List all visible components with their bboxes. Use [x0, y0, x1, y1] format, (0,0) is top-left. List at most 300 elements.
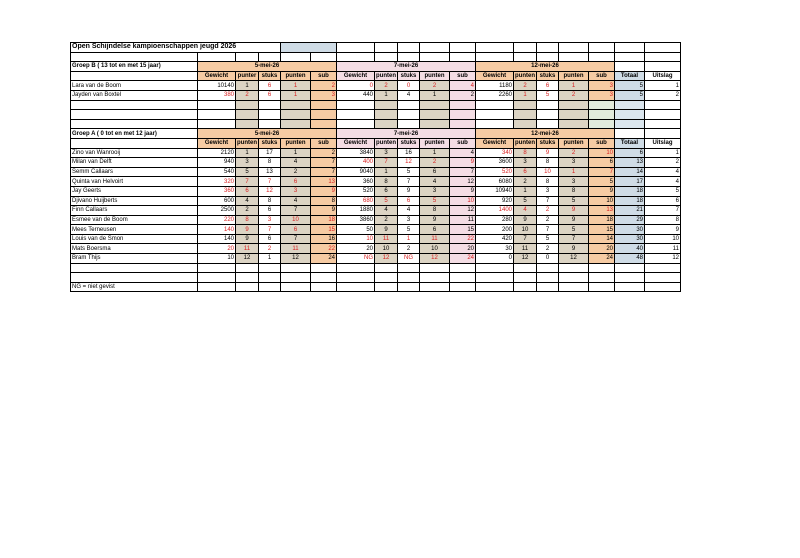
d2-gewicht[interactable]: 20	[337, 244, 375, 254]
empty-cell[interactable]	[398, 52, 420, 62]
date-header[interactable]: 7-mei-26	[337, 129, 476, 139]
empty-cell[interactable]	[450, 263, 476, 273]
d1-punten[interactable]: 7	[236, 177, 259, 187]
d3-sub[interactable]: 15	[589, 225, 615, 235]
col-sub[interactable]: sub	[589, 138, 615, 148]
d1-gewicht[interactable]: 20	[198, 244, 236, 254]
empty-cell[interactable]	[281, 273, 311, 283]
empty-cell[interactable]	[589, 119, 615, 129]
col-punten[interactable]: punten	[559, 71, 589, 81]
d2-stuks[interactable]: 7	[398, 177, 420, 187]
participant-name[interactable]: Quinta van Helvoirt	[71, 177, 198, 187]
uitslag-value[interactable]: 1	[645, 148, 681, 158]
d3-gewicht[interactable]: 1400	[476, 206, 514, 216]
empty-cell[interactable]	[537, 282, 559, 292]
empty-cell[interactable]	[589, 43, 615, 53]
empty-cell[interactable]	[450, 52, 476, 62]
d3-ppunten[interactable]: 5	[559, 225, 589, 235]
d3-punten[interactable]: 8	[514, 148, 537, 158]
d3-stuks[interactable]: 0	[537, 254, 559, 264]
d3-ppunten[interactable]: 9	[559, 206, 589, 216]
d1-stuks[interactable]: 13	[259, 167, 281, 177]
d2-stuks[interactable]: 2	[398, 244, 420, 254]
d1-gewicht[interactable]: 2500	[198, 206, 236, 216]
empty-cell[interactable]	[514, 52, 537, 62]
d2-gewicht[interactable]: 3860	[337, 215, 375, 225]
empty-cell[interactable]	[375, 52, 398, 62]
col-punten[interactable]: punten	[559, 138, 589, 148]
empty-cell[interactable]	[259, 282, 281, 292]
d3-gewicht[interactable]: 420	[476, 234, 514, 244]
empty-cell[interactable]	[514, 263, 537, 273]
d3-ppunten[interactable]: 1	[559, 81, 589, 91]
d3-ppunten[interactable]: 9	[559, 244, 589, 254]
d3-gewicht[interactable]: 920	[476, 196, 514, 206]
empty-cell[interactable]	[476, 100, 514, 110]
d1-ppunten[interactable]: 4	[281, 158, 311, 168]
d2-ppunten[interactable]: 4	[420, 177, 450, 187]
d2-punten[interactable]: 12	[375, 254, 398, 264]
d2-stuks[interactable]: 4	[398, 90, 420, 100]
d3-stuks[interactable]: 3	[537, 186, 559, 196]
empty-cell[interactable]	[514, 282, 537, 292]
empty-cell[interactable]	[420, 100, 450, 110]
empty-cell[interactable]	[259, 273, 281, 283]
d2-punten[interactable]: 6	[375, 186, 398, 196]
d2-ppunten[interactable]: 9	[420, 215, 450, 225]
empty-cell[interactable]	[450, 119, 476, 129]
d3-ppunten[interactable]: 3	[559, 177, 589, 187]
d2-ppunten[interactable]: 2	[420, 81, 450, 91]
empty-cell[interactable]	[450, 100, 476, 110]
empty-cell[interactable]	[645, 43, 681, 53]
d1-punten[interactable]: 8	[236, 215, 259, 225]
d3-sub[interactable]: 13	[589, 206, 615, 216]
d2-sub[interactable]: 7	[450, 167, 476, 177]
empty-cell[interactable]	[311, 282, 337, 292]
d3-sub[interactable]: 24	[589, 254, 615, 264]
d2-ppunten[interactable]: 6	[420, 167, 450, 177]
d1-sub[interactable]: 7	[311, 158, 337, 168]
d1-gewicht[interactable]: 10140	[198, 81, 236, 91]
d2-sub[interactable]: 9	[450, 158, 476, 168]
d2-gewicht[interactable]: 680	[337, 196, 375, 206]
totaal-value[interactable]: 14	[615, 167, 645, 177]
empty-cell[interactable]	[71, 138, 198, 148]
d2-sub[interactable]: 12	[450, 206, 476, 216]
d1-ppunten[interactable]: 12	[281, 254, 311, 264]
col-punten[interactable]: punten	[515, 140, 535, 147]
d1-gewicht[interactable]: 540	[198, 167, 236, 177]
totaal-value[interactable]: 29	[615, 215, 645, 225]
d1-sub[interactable]: 3	[311, 90, 337, 100]
empty-cell[interactable]	[615, 129, 645, 139]
d3-punten[interactable]: 11	[514, 244, 537, 254]
d3-gewicht[interactable]: 1180	[476, 81, 514, 91]
d1-sub[interactable]: 22	[311, 244, 337, 254]
participant-name[interactable]: Jay Geerts	[71, 186, 198, 196]
empty-cell[interactable]	[398, 110, 420, 120]
empty-cell[interactable]	[311, 273, 337, 283]
d1-gewicht[interactable]: 10	[198, 254, 236, 264]
col-punten[interactable]: punten	[237, 140, 257, 147]
empty-cell[interactable]	[259, 52, 281, 62]
empty-cell[interactable]	[398, 43, 420, 53]
d1-stuks[interactable]: 1	[259, 254, 281, 264]
col-sub[interactable]: sub	[450, 71, 476, 81]
d3-punten[interactable]: 2	[514, 81, 537, 91]
d3-sub[interactable]: 18	[589, 215, 615, 225]
d1-ppunten[interactable]: 7	[281, 206, 311, 216]
d2-gewicht[interactable]: 440	[337, 90, 375, 100]
d1-sub[interactable]: 24	[311, 254, 337, 264]
d1-ppunten[interactable]: 10	[281, 215, 311, 225]
empty-cell[interactable]	[259, 110, 281, 120]
d3-ppunten[interactable]: 2	[559, 90, 589, 100]
d1-sub[interactable]: 13	[311, 177, 337, 187]
d2-sub[interactable]: 10	[450, 196, 476, 206]
empty-cell[interactable]	[420, 43, 450, 53]
uitslag-value[interactable]: 6	[645, 196, 681, 206]
empty-cell[interactable]	[198, 100, 236, 110]
d3-ppunten[interactable]: 1	[559, 167, 589, 177]
date-header[interactable]: 7-mei-26	[337, 62, 476, 72]
empty-cell[interactable]	[537, 110, 559, 120]
empty-cell[interactable]	[375, 282, 398, 292]
col-gewicht[interactable]: Gewicht	[476, 71, 514, 81]
empty-cell[interactable]	[337, 263, 375, 273]
d2-sub[interactable]: 24	[450, 254, 476, 264]
d2-ppunten[interactable]: 10	[420, 244, 450, 254]
col-sub[interactable]: sub	[450, 138, 476, 148]
empty-cell[interactable]	[476, 263, 514, 273]
empty-cell[interactable]	[311, 263, 337, 273]
d3-stuks[interactable]: 5	[537, 234, 559, 244]
d3-ppunten[interactable]: 8	[559, 186, 589, 196]
d2-gewicht[interactable]: 1880	[337, 206, 375, 216]
empty-cell[interactable]	[259, 119, 281, 129]
empty-cell[interactable]	[514, 100, 537, 110]
empty-cell[interactable]	[198, 282, 236, 292]
empty-cell[interactable]	[398, 282, 420, 292]
d2-gewicht[interactable]: 3840	[337, 148, 375, 158]
empty-cell[interactable]	[645, 52, 681, 62]
empty-cell[interactable]	[559, 273, 589, 283]
d1-sub[interactable]: 16	[311, 234, 337, 244]
empty-cell[interactable]	[537, 52, 559, 62]
empty-cell[interactable]	[71, 110, 198, 120]
col-sub[interactable]: sub	[311, 138, 337, 148]
col-gewicht[interactable]: Gewicht	[198, 71, 236, 81]
d3-punten[interactable]: 4	[514, 206, 537, 216]
col-uitslag[interactable]: Uitslag	[645, 138, 681, 148]
empty-cell[interactable]	[476, 273, 514, 283]
empty-cell[interactable]	[337, 110, 375, 120]
footnote[interactable]: NG = niet gevist	[71, 282, 198, 292]
d2-stuks[interactable]: 12	[398, 158, 420, 168]
totaal-value[interactable]: 5	[615, 81, 645, 91]
d2-sub[interactable]: 2	[450, 90, 476, 100]
d3-sub[interactable]: 10	[589, 196, 615, 206]
empty-cell[interactable]	[337, 52, 375, 62]
empty-cell[interactable]	[420, 52, 450, 62]
d2-gewicht[interactable]: 0	[337, 81, 375, 91]
d2-punten[interactable]: 4	[375, 206, 398, 216]
empty-cell[interactable]	[420, 282, 450, 292]
col-stuks[interactable]: stuks	[398, 138, 420, 148]
d2-stuks[interactable]: 16	[398, 148, 420, 158]
d2-punten[interactable]: 9	[375, 225, 398, 235]
d3-sub[interactable]: 3	[589, 81, 615, 91]
empty-cell[interactable]	[645, 62, 681, 72]
d2-ppunten[interactable]: 6	[420, 225, 450, 235]
d2-gewicht[interactable]: NG	[337, 254, 375, 264]
empty-cell[interactable]	[514, 110, 537, 120]
d1-punten[interactable]: 5	[236, 167, 259, 177]
d1-punten[interactable]: 4	[236, 196, 259, 206]
d3-stuks[interactable]: 10	[537, 167, 559, 177]
empty-cell[interactable]	[559, 43, 589, 53]
d3-sub[interactable]: 14	[589, 234, 615, 244]
d3-stuks[interactable]: 6	[537, 81, 559, 91]
empty-cell[interactable]	[71, 100, 198, 110]
d2-ppunten[interactable]: 3	[420, 186, 450, 196]
totaal-value[interactable]: 18	[615, 186, 645, 196]
d3-gewicht[interactable]: 200	[476, 225, 514, 235]
d3-punten[interactable]: 12	[514, 254, 537, 264]
d1-ppunten[interactable]: 2	[281, 167, 311, 177]
empty-cell[interactable]	[198, 52, 236, 62]
empty-cell[interactable]	[281, 263, 311, 273]
empty-cell[interactable]	[337, 100, 375, 110]
d2-sub[interactable]: 20	[450, 244, 476, 254]
empty-cell[interactable]	[450, 43, 476, 53]
uitslag-value[interactable]: 12	[645, 254, 681, 264]
d2-gewicht[interactable]: 520	[337, 186, 375, 196]
d3-punten[interactable]: 9	[514, 215, 537, 225]
d2-punten[interactable]: 2	[375, 81, 398, 91]
empty-cell[interactable]	[236, 100, 259, 110]
d3-gewicht[interactable]: 280	[476, 215, 514, 225]
empty-cell[interactable]	[645, 129, 681, 139]
empty-cell[interactable]	[236, 273, 259, 283]
d1-gewicht[interactable]: 140	[198, 234, 236, 244]
totaal-value[interactable]: 48	[615, 254, 645, 264]
empty-cell[interactable]	[537, 100, 559, 110]
d3-punten[interactable]: 5	[514, 196, 537, 206]
d3-gewicht[interactable]: 0	[476, 254, 514, 264]
empty-cell[interactable]	[645, 100, 681, 110]
empty-cell[interactable]	[589, 282, 615, 292]
d1-punten[interactable]: 2	[236, 90, 259, 100]
empty-cell[interactable]	[476, 282, 514, 292]
d1-stuks[interactable]: 2	[259, 244, 281, 254]
d3-stuks[interactable]: 7	[537, 196, 559, 206]
d1-stuks[interactable]: 8	[259, 196, 281, 206]
col-stuks[interactable]: stuks	[537, 71, 559, 81]
uitslag-value[interactable]: 9	[645, 225, 681, 235]
empty-cell[interactable]	[398, 263, 420, 273]
empty-cell[interactable]	[559, 263, 589, 273]
d1-gewicht[interactable]: 220	[198, 215, 236, 225]
empty-cell[interactable]	[71, 273, 198, 283]
participant-name[interactable]: Semm Callaars	[71, 167, 198, 177]
empty-cell[interactable]	[589, 52, 615, 62]
d2-stuks[interactable]: 5	[398, 225, 420, 235]
col-punten[interactable]: punten	[376, 73, 396, 80]
participant-name[interactable]: Zino van Wanrooij	[71, 148, 198, 158]
group-label[interactable]: Groep A ( 0 tot en met 12 jaar)	[71, 129, 198, 139]
empty-cell[interactable]	[645, 282, 681, 292]
d2-stuks[interactable]: NG	[398, 254, 420, 264]
d1-gewicht[interactable]: 2120	[198, 148, 236, 158]
d1-gewicht[interactable]: 380	[198, 90, 236, 100]
empty-cell[interactable]	[615, 43, 645, 53]
d1-sub[interactable]: 2	[311, 81, 337, 91]
col-uitslag[interactable]: Uitslag	[645, 71, 681, 81]
col-punten[interactable]: punten	[420, 138, 450, 148]
participant-name[interactable]: Mees Terneusen	[71, 225, 198, 235]
empty-cell[interactable]	[236, 282, 259, 292]
empty-cell[interactable]	[450, 282, 476, 292]
empty-cell[interactable]	[645, 110, 681, 120]
d2-ppunten[interactable]: 12	[420, 254, 450, 264]
d3-stuks[interactable]: 7	[537, 225, 559, 235]
d3-punten[interactable]: 1	[514, 186, 537, 196]
empty-cell[interactable]	[337, 282, 375, 292]
uitslag-value[interactable]: 1	[645, 81, 681, 91]
d3-gewicht[interactable]: 3600	[476, 158, 514, 168]
col-gewicht[interactable]: Gewicht	[198, 138, 236, 148]
empty-cell[interactable]	[615, 119, 645, 129]
totaal-value[interactable]: 40	[615, 244, 645, 254]
empty-cell[interactable]	[311, 52, 337, 62]
d3-stuks[interactable]: 2	[537, 244, 559, 254]
participant-name[interactable]: Finn Callaars	[71, 206, 198, 216]
empty-cell[interactable]	[311, 100, 337, 110]
d3-stuks[interactable]: 5	[537, 90, 559, 100]
empty-cell[interactable]	[615, 273, 645, 283]
empty-cell[interactable]	[71, 119, 198, 129]
empty-cell[interactable]	[420, 263, 450, 273]
d1-gewicht[interactable]: 360	[198, 186, 236, 196]
d2-sub[interactable]: 9	[450, 186, 476, 196]
d2-stuks[interactable]: 0	[398, 81, 420, 91]
totaal-value[interactable]: 13	[615, 158, 645, 168]
d1-stuks[interactable]: 6	[259, 81, 281, 91]
d2-stuks[interactable]: 6	[398, 196, 420, 206]
empty-cell[interactable]	[589, 110, 615, 120]
empty-cell[interactable]	[311, 119, 337, 129]
d1-sub[interactable]: 18	[311, 215, 337, 225]
empty-cell[interactable]	[198, 110, 236, 120]
uitslag-value[interactable]: 2	[645, 158, 681, 168]
d1-sub[interactable]: 8	[311, 196, 337, 206]
d1-ppunten[interactable]: 6	[281, 225, 311, 235]
participant-name[interactable]: Lara van de Boom	[71, 81, 198, 91]
empty-cell[interactable]	[514, 273, 537, 283]
col-punten[interactable]: punten	[281, 138, 311, 148]
empty-cell[interactable]	[259, 263, 281, 273]
d3-ppunten[interactable]: 12	[559, 254, 589, 264]
d2-ppunten[interactable]: 8	[420, 206, 450, 216]
empty-cell[interactable]	[476, 119, 514, 129]
empty-cell[interactable]	[398, 273, 420, 283]
sheet-title[interactable]: Open Schijndelse kampioenschappen jeugd 2026	[71, 43, 281, 53]
d1-stuks[interactable]: 8	[259, 158, 281, 168]
d3-punten[interactable]: 7	[514, 234, 537, 244]
empty-cell[interactable]	[198, 263, 236, 273]
d3-stuks[interactable]: 8	[537, 158, 559, 168]
d1-gewicht[interactable]: 600	[198, 196, 236, 206]
d2-stuks[interactable]: 1	[398, 234, 420, 244]
d2-gewicht[interactable]: 400	[337, 158, 375, 168]
empty-cell[interactable]	[236, 52, 259, 62]
empty-cell[interactable]	[514, 43, 537, 53]
d1-stuks[interactable]: 3	[259, 215, 281, 225]
empty-cell[interactable]	[559, 119, 589, 129]
d2-gewicht[interactable]: 9040	[337, 167, 375, 177]
col-punten[interactable]: punten	[420, 71, 450, 81]
d2-punten[interactable]: 7	[375, 158, 398, 168]
empty-cell[interactable]	[375, 119, 398, 129]
d1-stuks[interactable]: 6	[259, 90, 281, 100]
d2-stuks[interactable]: 9	[398, 186, 420, 196]
empty-cell[interactable]	[198, 119, 236, 129]
col-gewicht[interactable]: Gewicht	[337, 71, 375, 81]
empty-cell[interactable]	[337, 119, 375, 129]
d1-stuks[interactable]: 6	[259, 234, 281, 244]
totaal-value[interactable]: 5	[615, 90, 645, 100]
d3-ppunten[interactable]: 3	[559, 158, 589, 168]
empty-cell[interactable]	[281, 100, 311, 110]
d1-sub[interactable]: 9	[311, 206, 337, 216]
col-punten[interactable]: punten	[515, 73, 535, 80]
empty-cell[interactable]	[615, 282, 645, 292]
d2-sub[interactable]: 12	[450, 177, 476, 187]
d2-punten[interactable]: 8	[375, 177, 398, 187]
d2-punten[interactable]: 10	[375, 244, 398, 254]
col-punten[interactable]: punten	[376, 140, 396, 147]
totaal-value[interactable]: 6	[615, 148, 645, 158]
empty-cell[interactable]	[281, 282, 311, 292]
d3-ppunten[interactable]: 9	[559, 215, 589, 225]
d1-ppunten[interactable]: 11	[281, 244, 311, 254]
empty-cell[interactable]	[281, 119, 311, 129]
empty-cell[interactable]	[476, 43, 514, 53]
empty-cell[interactable]	[476, 110, 514, 120]
d3-stuks[interactable]: 2	[537, 215, 559, 225]
d1-sub[interactable]: 7	[311, 167, 337, 177]
d3-gewicht[interactable]: 30	[476, 244, 514, 254]
empty-cell[interactable]	[236, 110, 259, 120]
d2-sub[interactable]: 15	[450, 225, 476, 235]
participant-name[interactable]: Djivano Huijberts	[71, 196, 198, 206]
empty-cell[interactable]	[645, 119, 681, 129]
col-stuks[interactable]: stuks	[259, 138, 281, 148]
participant-name[interactable]: Milan van Delft	[71, 158, 198, 168]
uitslag-value[interactable]: 11	[645, 244, 681, 254]
empty-cell[interactable]	[589, 263, 615, 273]
d3-punten[interactable]: 6	[514, 167, 537, 177]
d2-punten[interactable]: 2	[375, 215, 398, 225]
col-totaal[interactable]: Totaal	[615, 71, 645, 81]
d3-sub[interactable]: 5	[589, 177, 615, 187]
col-stuks[interactable]: stuks	[259, 71, 281, 81]
d2-stuks[interactable]: 5	[398, 167, 420, 177]
empty-cell[interactable]	[537, 43, 559, 53]
d1-gewicht[interactable]: 140	[198, 225, 236, 235]
